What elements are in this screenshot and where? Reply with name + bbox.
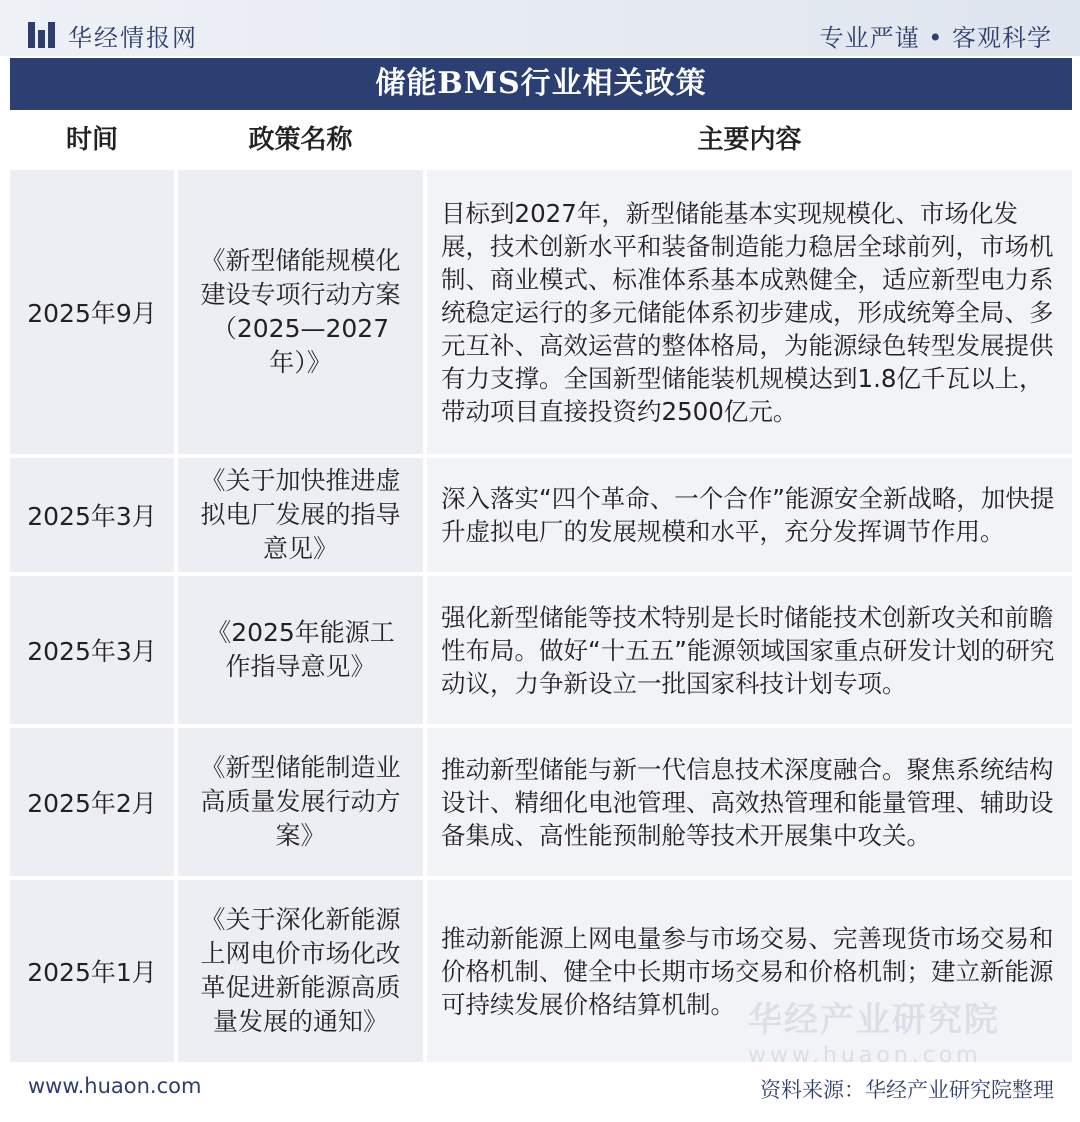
time-cell: 2025年3月	[10, 576, 174, 724]
time-cell: 2025年2月	[10, 728, 174, 876]
content-cell: 深入落实“四个革命、一个合作”能源安全新战略，加快提升虚拟电厂的发展规模和水平，充分发挥调节作用。	[427, 458, 1072, 572]
content-cell: 强化新型储能等技术特别是长时储能技术创新攻关和前瞻性布局。做好“十五五”能源领域国家重点研发计划的研究动议，力争新设立一批国家科技计划专项。	[427, 576, 1072, 724]
logo-icon	[28, 22, 62, 48]
slogan: 专业严谨 • 客观科学	[819, 24, 1052, 52]
site-name: 华经情报网	[68, 24, 198, 52]
content-cell: 目标到2027年，新型储能基本实现规模化、市场化发展，技术创新水平和装备制造能力稳居全球前列，市场机制、商业模式、标准体系基本成熟健全，适应新型电力系统稳定运行的多元储能体系初步建成，形成统筹全局、多元互补、高效运营的整体格局，为能源绿色转型发展提供有力支撑。全国新型储能装机规模达到1.8亿千瓦以上，带动项目直接投资约2500亿元。	[427, 170, 1072, 454]
column-header-time: 时间	[65, 125, 118, 155]
column-header-policy-name: 政策名称	[248, 125, 353, 155]
watermark	[748, 992, 1000, 1068]
top-bar	[0, 0, 1080, 56]
table-row	[10, 170, 1072, 454]
time-cell: 2025年9月	[10, 170, 174, 454]
footer-source: 资料来源：华经产业研究院整理	[760, 1078, 1054, 1102]
table-title: 储能BMS行业相关政策	[10, 58, 1072, 110]
table-row	[10, 728, 1072, 876]
table-row	[10, 576, 1072, 724]
time-cell: 2025年3月	[10, 458, 174, 572]
content-cell: 推动新能源上网电量参与市场交易、完善现货市场交易和价格机制、健全中长期市场交易和价格机制；建立新能源可持续发展价格结算机制。	[427, 880, 1072, 1062]
watermark-url: www.huaon.com	[748, 1043, 982, 1068]
watermark-text: 华经产业研究院	[748, 1000, 1000, 1040]
policy-name-cell: 《关于加快推进虚拟电厂发展的指导意见》	[178, 458, 423, 572]
policy-name-cell: 《新型储能制造业高质量发展行动方案》	[178, 728, 423, 876]
time-cell: 2025年1月	[10, 880, 174, 1062]
table-header	[10, 114, 1072, 166]
table-row	[10, 458, 1072, 572]
policy-name-cell: 《2025年能源工作指导意见》	[178, 576, 423, 724]
footer-website-link[interactable]: www.huaon.com	[28, 1074, 202, 1098]
content-cell: 推动新型储能与新一代信息技术深度融合。聚焦系统结构设计、精细化电池管理、高效热管理和能量管理、辅助设备集成、高性能预制舱等技术开展集中攻关。	[427, 728, 1072, 876]
policy-name-cell: 《新型储能规模化建设专项行动方案（2025—2027年）》	[178, 170, 423, 454]
column-header-content: 主要内容	[697, 125, 802, 155]
policy-name-cell: 《关于深化新能源上网电价市场化改革促进新能源高质量发展的通知》	[178, 880, 423, 1062]
